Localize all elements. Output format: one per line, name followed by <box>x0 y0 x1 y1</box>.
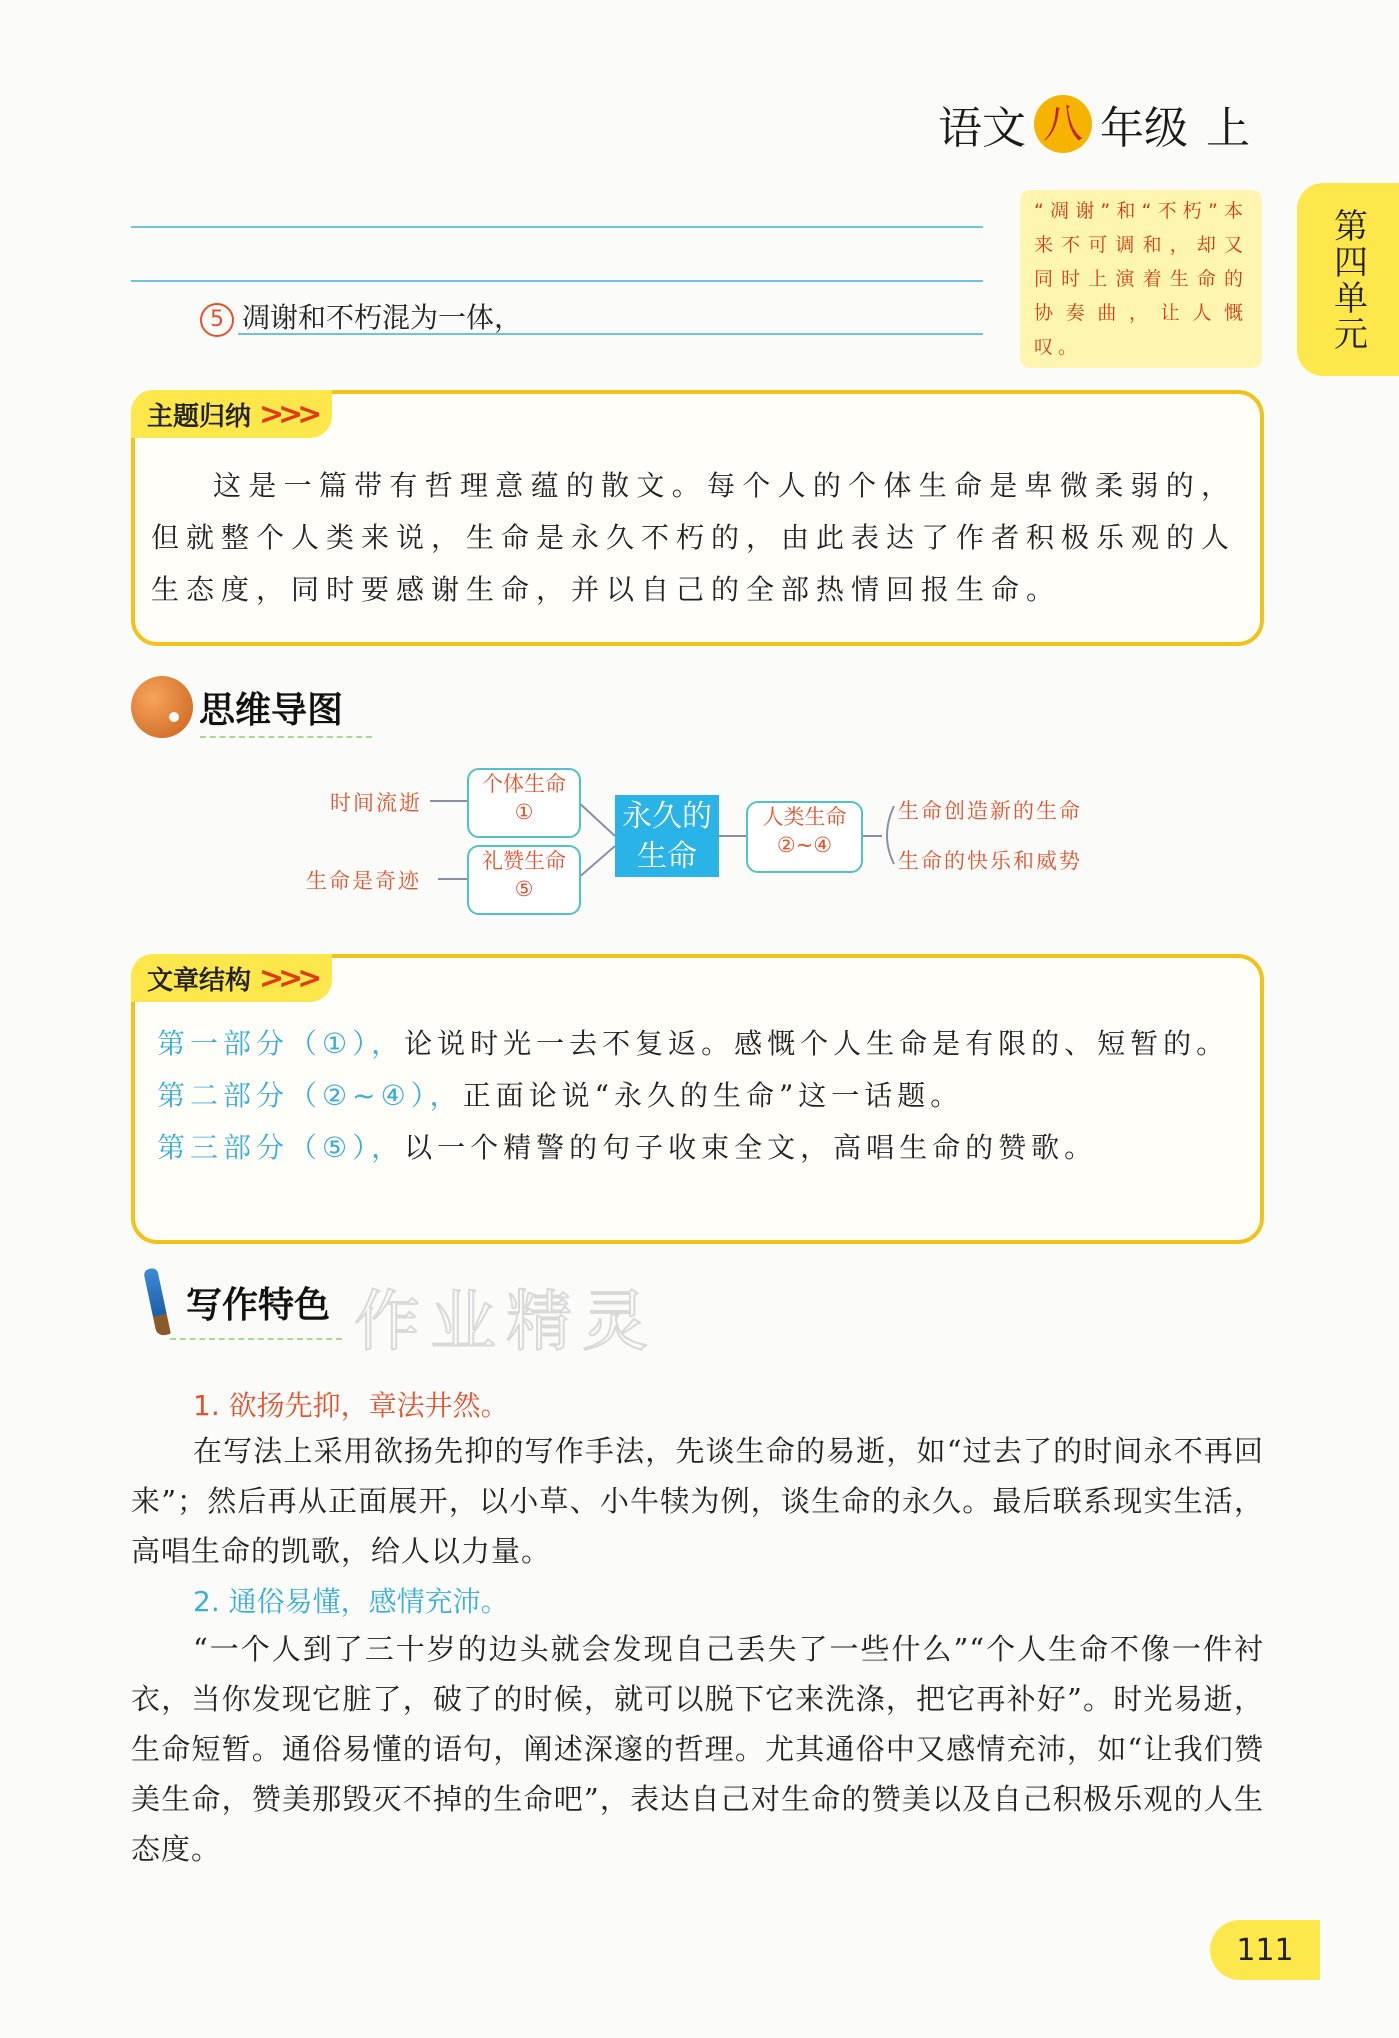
structure-box <box>131 954 1264 1244</box>
page-number: 111 <box>1210 1920 1320 1980</box>
feature-heading: 1. 欲扬先抑，章法井然。 <box>193 1389 509 1422</box>
node-label: 礼赞生命 <box>482 849 566 873</box>
mind-map-leaf: 生命是奇迹 <box>306 869 421 893</box>
feature-paragraph: 在写法上采用欲扬先抑的写作手法，先谈生命的易逝，如“过去了的时间永不再回来”；然后再从正面展开，以小草、小牛犊为例，谈生命的永久。最后联系现实生活，高唱生命的凯歌，给人以力量。 <box>131 1434 1264 1568</box>
feature-heading: 2. 通俗易懂，感情充沛。 <box>193 1585 509 1618</box>
structure-label-text: 文章结构 <box>147 965 252 996</box>
part-label: 第二部分（②~④）， <box>157 1079 463 1112</box>
center-line-1: 永久的 <box>622 799 712 834</box>
mind-map-title-text: 思维导图 <box>199 689 344 731</box>
grade-suffix: 年级 <box>1100 103 1188 154</box>
grade-badge: 八 <box>1034 95 1092 153</box>
part-text: 正面论说“永久的生命”这一话题。 <box>462 1079 964 1112</box>
structure-part <box>157 1070 1240 1122</box>
writing-title <box>150 1268 330 1336</box>
part-text: 论说时光一去不复返。感慨个人生命是有限的、短暂的。 <box>404 1027 1230 1060</box>
node-label: 个体生命 <box>482 772 566 796</box>
theme-label-text: 主题归纳 <box>147 401 252 432</box>
arrows-icon: >>> <box>259 396 317 432</box>
title-underline <box>170 1338 342 1340</box>
node-ref: ① <box>514 800 534 824</box>
mind-map-leaf: 生命创造新的生命 <box>898 799 1082 823</box>
unit-tab: 第四单元 <box>1297 183 1399 376</box>
mind-map-node-praise <box>467 845 581 915</box>
subject-label: 语文 <box>938 103 1026 154</box>
structure-part <box>157 1122 1240 1174</box>
mind-map-node-individual <box>467 768 581 838</box>
side-note: “凋谢”和“不朽”本来不可调和，却又同时上演着生命的协奏曲，让人慨叹。 <box>1020 190 1262 368</box>
mind-map-leaf: 时间流逝 <box>330 791 422 815</box>
center-line-2: 生命 <box>637 839 697 874</box>
node-ref: ⑤ <box>514 877 534 901</box>
structure-part <box>157 1018 1240 1070</box>
part-label: 第一部分（①）， <box>157 1027 405 1060</box>
arrows-icon: >>> <box>259 960 317 996</box>
term-label: 上 <box>1206 103 1250 154</box>
theme-text: 这是一篇带有哲理意蕴的散文。每个人的个体生命是卑微柔弱的，但就整个人类来说，生命是永久不朽的，由此表达了作者积极乐观的人生态度，同时要感谢生命，并以自己的全部热情回报生命。 <box>151 469 1237 606</box>
node-label: 人类生命 <box>762 805 847 829</box>
item-number: 5 <box>200 303 234 337</box>
part-label: 第三部分（⑤）， <box>157 1131 405 1164</box>
node-ref: ②~④ <box>776 833 833 857</box>
mind-map-center <box>615 795 719 877</box>
writing-title-text: 写作特色 <box>186 1284 331 1326</box>
feature-paragraph: “一个人到了三十岁的边头就会发现自己丢失了一些什么”“个人生命不像一件衬衣，当你发现它脏了，破了的时候，就可以脱下它来洗涤，把它再补好”。时光易逝，生命短暂。通俗易懂的语句，阐述深邃的哲理。尤其通俗中又感情充沛，如“让我们赞美生命，赞美那毁灭不掉的生命吧”，表达自己对生命的赞美以及自己积极乐观的人生态度。 <box>131 1632 1264 1866</box>
item-text: 凋谢和不朽混为一体， <box>242 301 523 334</box>
part-text: 以一个精警的句子收束全文，高唱生命的赞歌。 <box>404 1131 1098 1164</box>
watermark: 作业精灵 <box>354 1283 658 1360</box>
structure-label <box>131 954 332 1002</box>
mind-map-leaf: 生命的快乐和威势 <box>898 849 1082 873</box>
mind-map-node-humanity <box>746 801 863 873</box>
